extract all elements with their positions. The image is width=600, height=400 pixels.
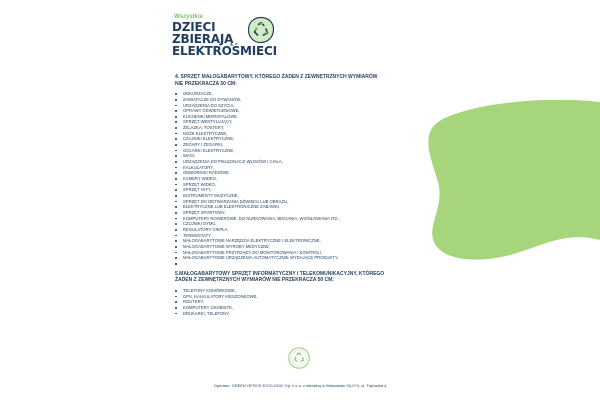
list-item: MAŁOGABARYTOWE WYROBY MEDYCZNE,	[175, 244, 440, 250]
section-4-title	[175, 74, 440, 87]
section-4-title-line-1: 4. SPRZĘT MAŁOGABARYTOWY, KTÓREGO ŻADEN Z ZEWNĘTRZNYCH WYMIARÓW	[175, 74, 378, 80]
list-item: SPRZĘT DO ODTWARZANIA DŹWIĘKU LUB OBRAZU,	[175, 199, 440, 205]
list-item: TERMOSTATY,	[175, 233, 440, 239]
list-item: NOŻE ELEKTRYCZNE,	[175, 131, 440, 137]
list-item: URZĄDZENIA DO PIELĘGNACJI WŁOSÓW I CIAŁA,	[175, 159, 440, 165]
list-item: MAŁOGABARYTOWE URZĄDZENIA AUTOMATYCZNIE WYDAJĄCE PRODUKTY,	[175, 255, 440, 261]
logo-line-3: ELEKTROŚMIECI	[172, 44, 277, 58]
list-item: GOLARKI ELEKTRYCZNE,	[175, 148, 440, 154]
list-item: WAGI,	[175, 153, 440, 159]
logo-line-1: DZIECI	[172, 20, 216, 34]
list-item: CZAJNIKI ELEKTRYCZNE,	[175, 136, 440, 142]
list-item: ELEKTRYCZNE LUB ELEKTRONICZNE ZABAWKI,	[175, 204, 440, 210]
logo-eyebrow: Wszystkie	[174, 14, 204, 20]
section-5-title	[175, 271, 440, 284]
list-item: GPS, KALKULATORY KIESZONKOWE,	[175, 294, 440, 300]
section-4-title-line-2: NIE PRZEKRACZA 50 CM:	[175, 80, 237, 87]
list-item: URZĄDZENIA DO SZYCIA,	[175, 103, 440, 109]
content-column	[175, 74, 440, 316]
list-item: REGULATORY CIEPŁA,	[175, 227, 440, 233]
list-item: MAŁOGABARYTOWE NARZĘDZIA ELEKTRYCZNE I ELEKTRONICZNE,	[175, 238, 440, 244]
footer-operator-text: Operator: GREEN OFFICE ECOLOGIC Sp. z o.o. z siedzibą w Warszawie 00-074, ul. Trębacka 4	[213, 383, 387, 388]
section-5-list	[175, 288, 440, 316]
list-item: KUCHENKI MIKROFALOWE,	[175, 114, 440, 120]
list-item: KOMPUTERY ROWEROWE, DO NURKOWANIA, BIEGANIA, WIOSŁOWANIA ITD.,	[175, 216, 440, 222]
list-item: KALKULATORY,	[175, 165, 440, 171]
list-item: INSTRUMENTY MUZYCZNE,	[175, 193, 440, 199]
list-item: SPRZĘT WIDEO,	[175, 182, 440, 188]
section-5-title-line-1: 5.MAŁOGABARYTOWY SPRZĘT INFORMATYCZNY I TELEKOMUNIKACYJNY, KTÓREGO	[175, 270, 385, 277]
list-item: ZEGARY I ZEGARKI,	[175, 142, 440, 148]
list-item: SPRZĘT SPORTOWY,	[175, 210, 440, 216]
section-4-list	[175, 91, 440, 261]
list-item: ODKURZACZE,	[175, 91, 440, 97]
eco-stamp-icon	[288, 347, 310, 369]
list-item: TELEFONY KOMÓRKOWE,	[175, 288, 440, 294]
list-item: KOMPUTERY OSOBISTE,	[175, 305, 440, 311]
section-5-title-line-2: ŻADEN Z ZEWNĘTRZNYCH WYMIARÓW NIE PRZEKRACZA 50 CM:	[175, 277, 334, 284]
list-item: DRUKARKI, TELEFONY.	[175, 311, 440, 317]
logo-line-2: ZBIERAJĄ	[172, 32, 234, 46]
list-item: SPRZĘT WENTYLUJĄCY,	[175, 119, 440, 125]
list-item: ŻELAZKA, TOSTERY,	[175, 125, 440, 131]
list-item: ZAMIATACZE DO DYWANÓW,	[175, 97, 440, 103]
list-item: KAMERY WIDEO,	[175, 176, 440, 182]
list-item: CZUJNIKI DYMU,	[175, 221, 440, 227]
list-item: ODBIORNIKI RADIOWE,	[175, 170, 440, 176]
list-item: ROUTERY,	[175, 299, 440, 305]
list-item: SPRZĘT HI-FI,	[175, 187, 440, 193]
recycle-icon	[247, 16, 275, 44]
list-item: OPRAWY OŚWIETLENIOWE,	[175, 108, 440, 114]
list-item: MAŁOGABARYTOWE PRZYRZĄDY DO MONITOROWANIA I KONTROLI,	[175, 250, 440, 256]
